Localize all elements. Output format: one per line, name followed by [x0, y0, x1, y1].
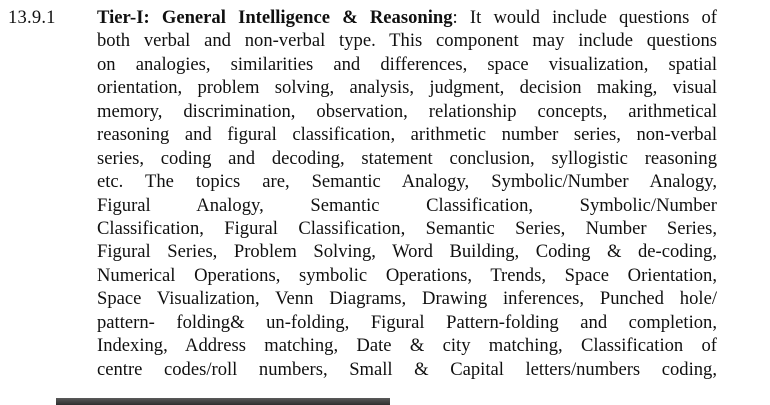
paragraph-line: pattern- folding& un-folding, Figural Pattern-folding and completion, — [97, 311, 717, 333]
paragraph-line: Figural Series, Problem Solving, Word Building, Coding & de-coding, — [97, 241, 717, 263]
paragraph-first-line — [97, 6, 717, 29]
table-top-border — [56, 398, 390, 405]
paragraph-line: on analogies, similarities and differences, space visualization, spatial — [97, 53, 717, 75]
paragraph-line: etc. The topics are, Semantic Analogy, Symbolic/Number Analogy, — [97, 171, 717, 193]
paragraph-line: Indexing, Address matching, Date & city matching, Classification of — [97, 335, 717, 357]
paragraph-line: Space Visualization, Venn Diagrams, Drawing inferences, Punched hole/ — [97, 288, 717, 310]
paragraph-heading: Tier-I: General Intelligence & Reasoning — [97, 7, 453, 28]
paragraph-line: reasoning and figural classification, arithmetic number series, non-verbal — [97, 124, 717, 146]
paragraph-lines — [97, 29, 717, 381]
syllabus-paragraph — [97, 6, 717, 381]
paragraph-line: centre codes/roll numbers, Small & Capital letters/numbers coding, — [97, 358, 717, 380]
paragraph-line: orientation, problem solving, analysis, judgment, decision making, visual — [97, 77, 717, 99]
paragraph-line: both verbal and non-verbal type. This component may include questions — [97, 30, 717, 52]
paragraph-line: memory, discrimination, observation, relationship concepts, arithmetical — [97, 100, 717, 122]
section-number: 13.9.1 — [8, 7, 56, 28]
paragraph-line: Classification, Figural Classification, Semantic Series, Number Series, — [97, 217, 717, 239]
first-line-text: It would include questions of — [469, 7, 717, 28]
paragraph-line: Figural Analogy, Semantic Classification, Symbolic/Number — [97, 194, 717, 216]
heading-colon: : — [452, 7, 458, 28]
paragraph-line: series, coding and decoding, statement conclusion, syllogistic reasoning — [97, 147, 717, 169]
paragraph-line: Numerical Operations, symbolic Operations, Trends, Space Orientation, — [97, 264, 717, 286]
